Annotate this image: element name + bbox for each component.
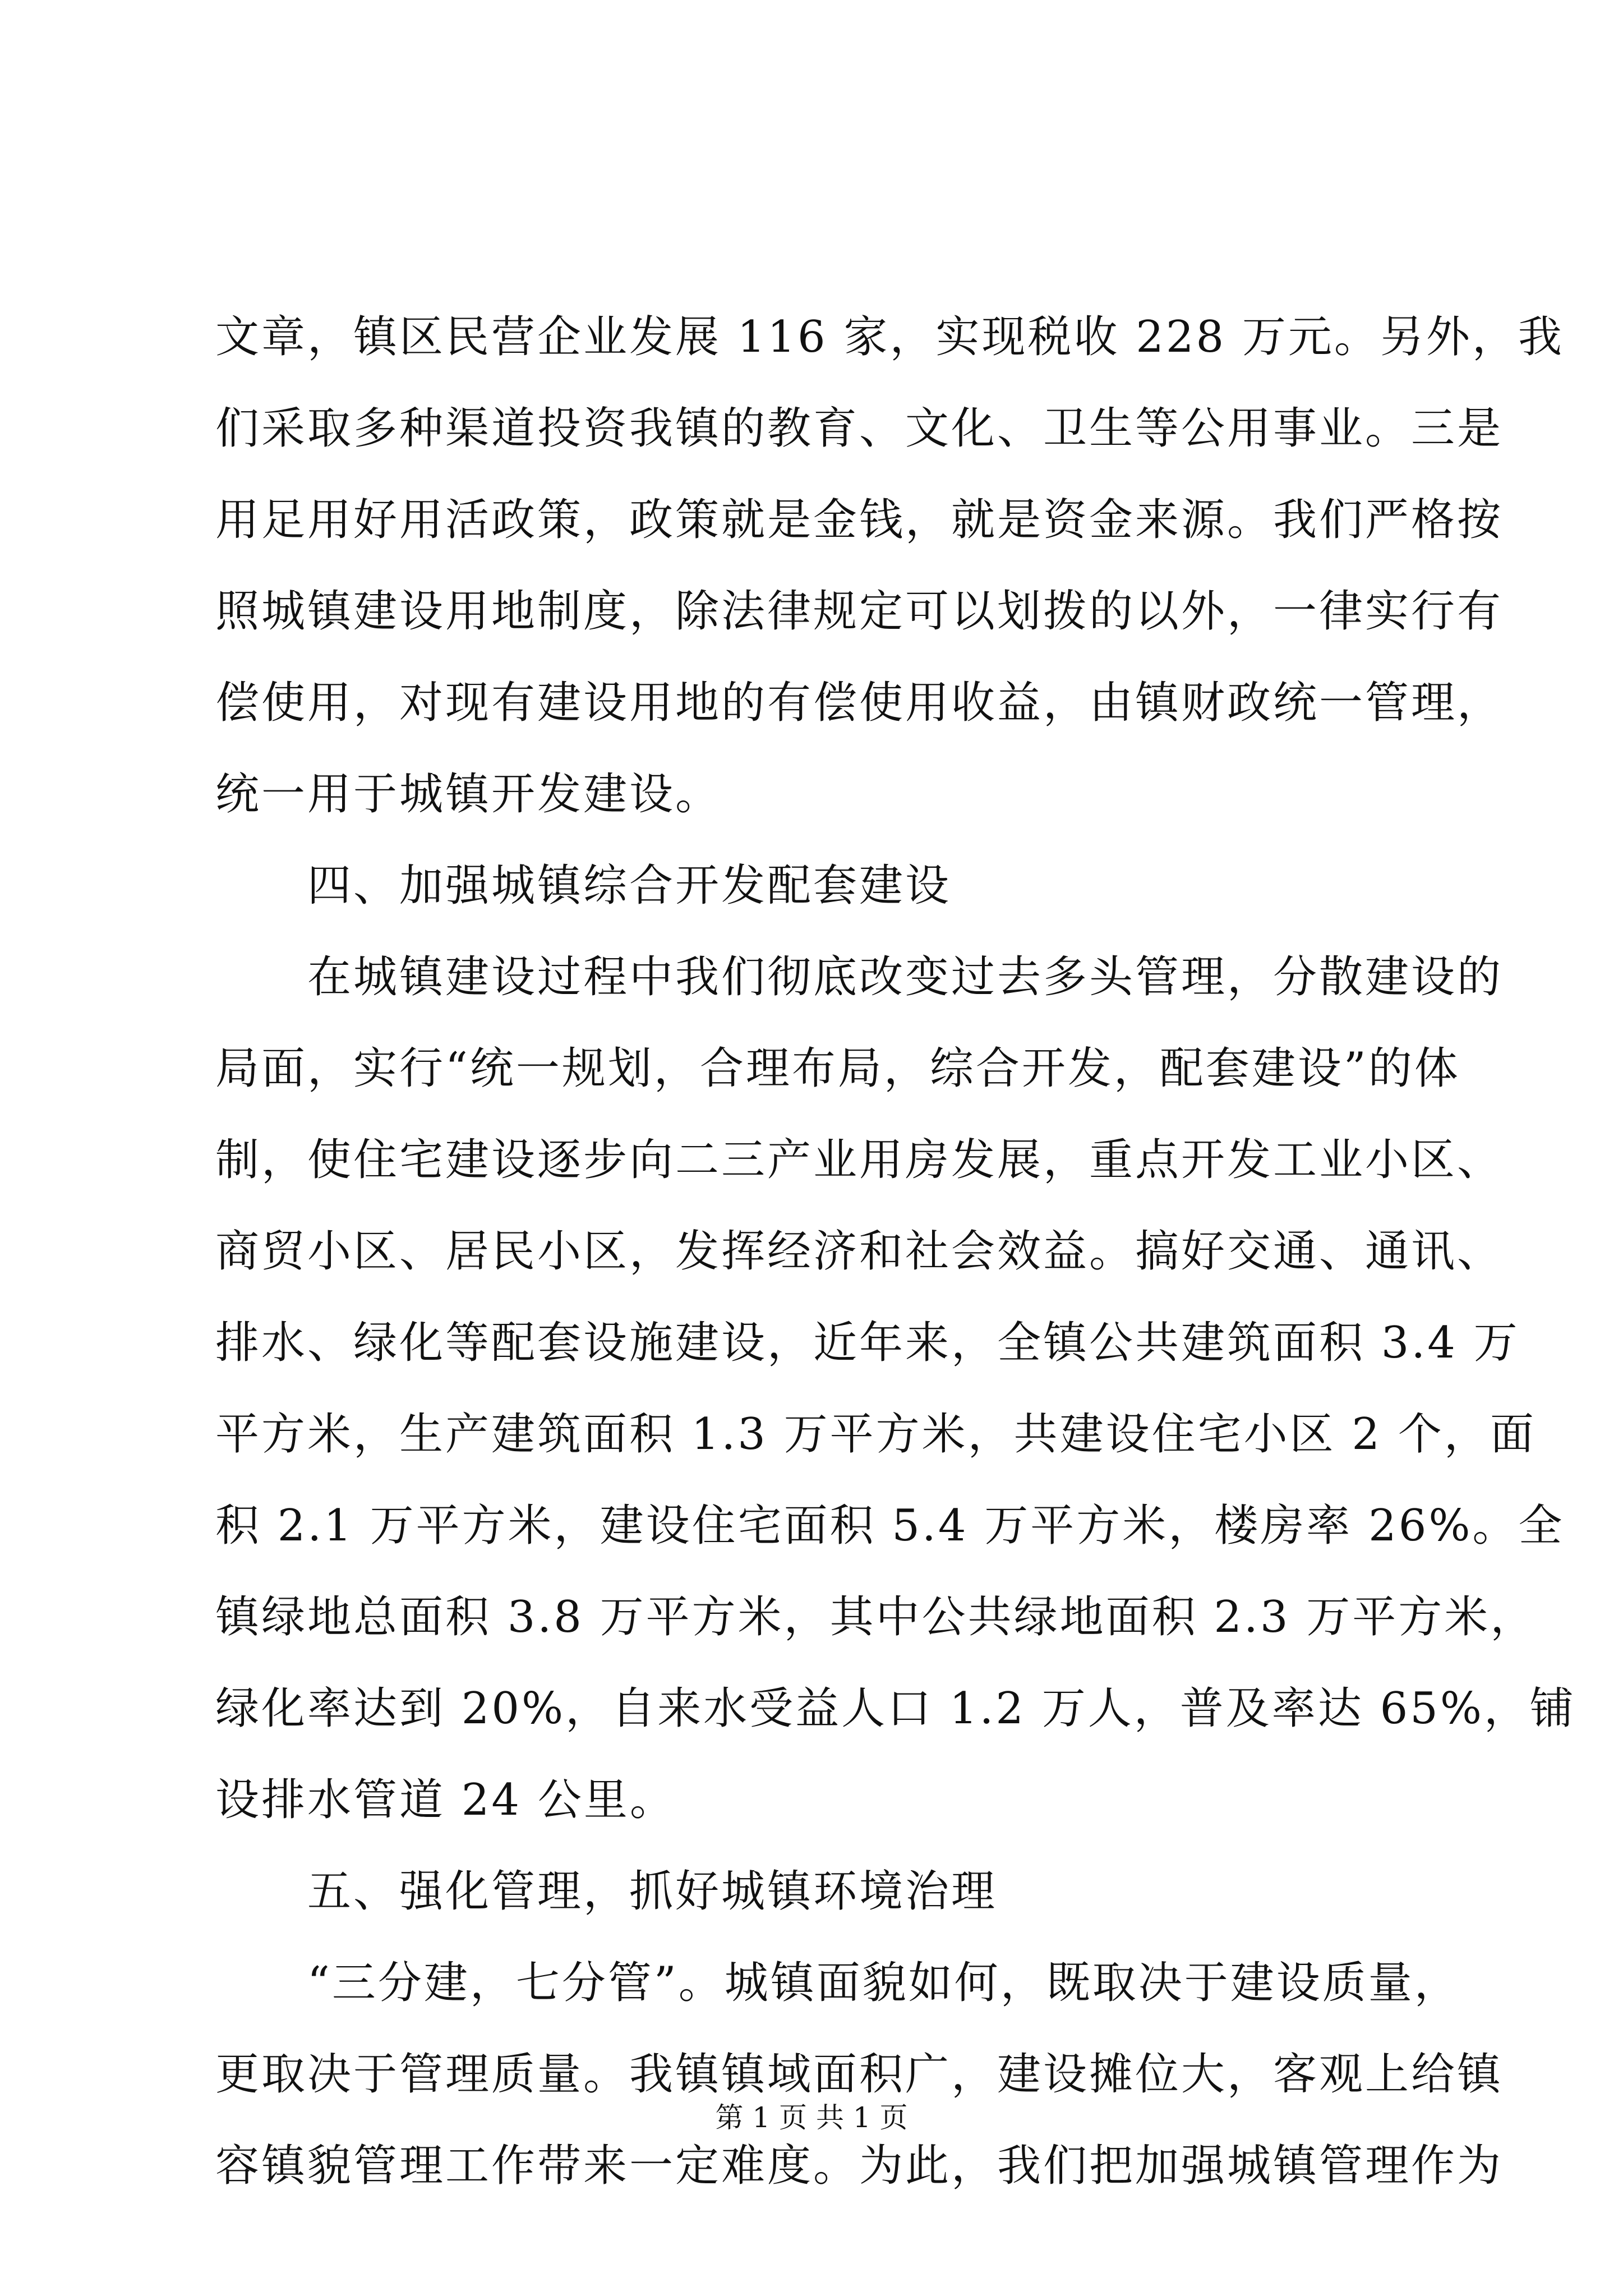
text-line: 平方米，生产建筑面积 1.3 万平方米，共建设住宅小区 2 个，面 [215,1409,1536,1460]
text-line: 用足用好用活政策，政策就是金钱，就是资金来源。我们严格按 [215,495,1504,545]
section-heading: 四、加强城镇综合开发配套建设 [215,861,952,911]
text-line: 商贸小区、居民小区，发挥经济和社会效益。搞好交通、通讯、 [215,1226,1504,1277]
text-line: 镇绿地总面积 3.8 万平方米，其中公共绿地面积 2.3 万平方米， [215,1592,1537,1642]
text-line: 照城镇建设用地制度，除法律规定可以划拨的以外，一律实行有 [215,586,1504,637]
page-footer: 第 1 页 共 1 页 [715,2101,908,2134]
text-line: 偿使用，对现有建设用地的有偿使用收益，由镇财政统一管理， [215,678,1504,728]
text-line: 制，使住宅建设逐步向二三产业用房发展，重点开发工业小区、 [215,1135,1504,1185]
text-line: 局面，实行“统一规划，合理布局，综合开发，配套建设”的体 [215,1043,1460,1094]
text-line: 积 2.1 万平方米，建设住宅面积 5.4 万平方米，楼房率 26%。全 [215,1501,1565,1551]
text-line: 们采取多种渠道投资我镇的教育、文化、卫生等公用事业。三是 [215,403,1504,454]
text-line: 文章，镇区民营企业发展 116 家，实现税收 228 万元。另外，我 [215,312,1564,362]
text-line: 统一用于城镇开发建设。 [215,769,722,820]
section-heading: 五、强化管理，抓好城镇环境治理 [215,1866,998,1917]
text-line: “三分建，七分管”。城镇面貌如何，既取决于建设质量， [215,1958,1460,2008]
text-line: 容镇貌管理工作带来一定难度。为此，我们把加强城镇管理作为 [215,2141,1504,2191]
text-line: 更取决于管理质量。我镇镇域面积广，建设摊位大，客观上给镇 [215,2049,1504,2100]
text-line: 排水、绿化等配套设施建设，近年来，全镇公共建筑面积 3.4 万 [215,1318,1520,1368]
text-line: 在城镇建设过程中我们彻底改变过去多头管理，分散建设的 [215,952,1504,1002]
text-line: 绿化率达到 20%，自来水受益人口 1.2 万人，普及率达 65%，铺 [215,1683,1576,1734]
text-line: 设排水管道 24 公里。 [215,1775,676,1825]
body-text [215,292,1576,2212]
